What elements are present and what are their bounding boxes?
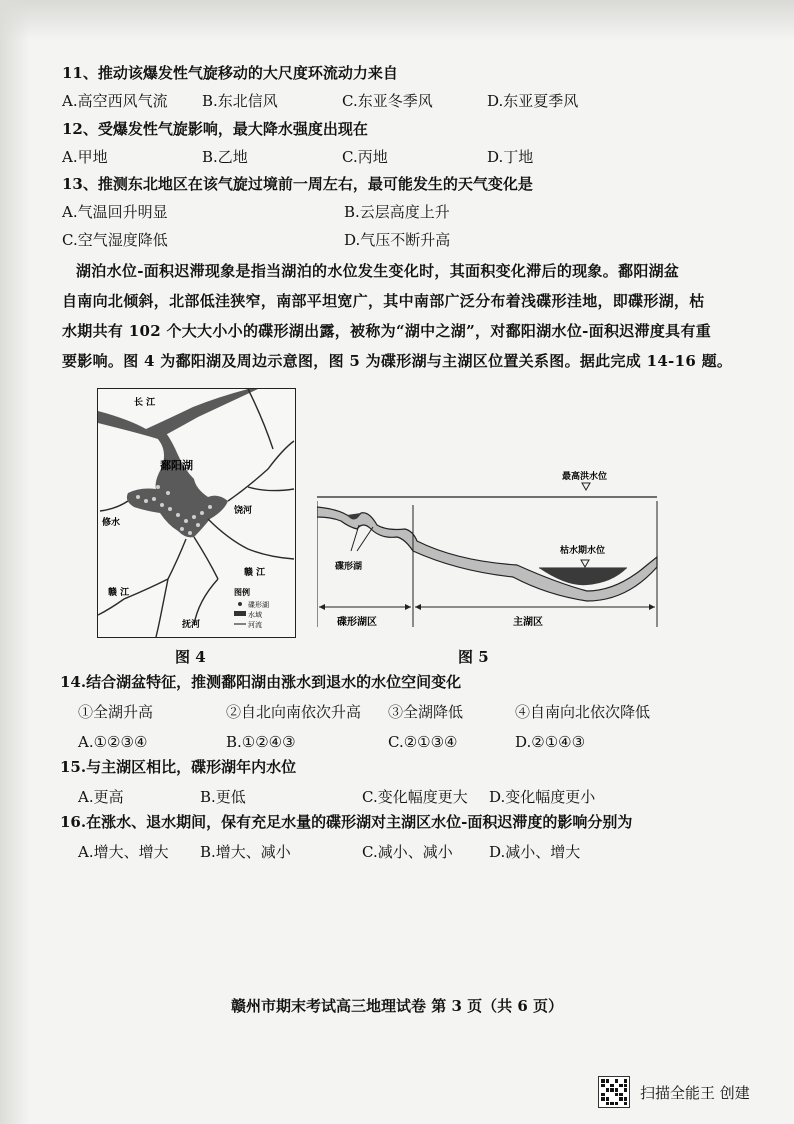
lake-bed-profile	[317, 507, 657, 601]
label-ganjiang-west: 赣 江	[108, 588, 130, 598]
option-d: D.减小、增大	[489, 843, 581, 861]
label-poyang: 鄱阳湖	[160, 459, 193, 472]
scan-shadow-left	[0, 0, 30, 1124]
page-footer: 赣州市期末考试高三地理试卷 第 3 页（共 6 页）	[231, 997, 563, 1015]
question-stem: 16.在涨水、退水期间，保有充足水量的碟形湖对主湖区水位-面积迟滞度的影响分别为	[60, 813, 633, 831]
label-dish-zone: 碟形湖区	[337, 617, 377, 628]
option-c: C.②①③④	[388, 733, 458, 751]
label-changjiang: 长 江	[134, 398, 156, 408]
figure-4-map	[97, 388, 296, 638]
question-13	[62, 173, 752, 251]
passage-line: 自南向北倾斜，北部低洼狭窄，南部平坦宽广，其中南部广泛分布着浅碟形洼地，即碟形湖，枯	[62, 292, 705, 310]
label-dry-level: 枯水期水位	[560, 546, 606, 556]
poyang-lake-water	[127, 433, 228, 537]
option-d: D.东亚夏季风	[487, 92, 579, 110]
label-ganjiang-east: 赣 江	[244, 568, 266, 578]
question-15	[60, 756, 750, 808]
label-raohe: 饶河	[234, 506, 253, 516]
option-a: A.更高	[78, 788, 124, 806]
svg-text:水域: 水域	[248, 611, 262, 619]
question-16	[60, 811, 750, 863]
question-11	[62, 62, 752, 112]
option-d: D.变化幅度更小	[489, 788, 596, 806]
option-a: A.①②③④	[78, 733, 148, 751]
legend	[234, 587, 269, 629]
statement-2: ②自北向南依次升高	[226, 703, 362, 721]
statement-1: ①全湖升高	[78, 703, 154, 721]
svg-text:碟形湖: 碟形湖	[248, 601, 269, 609]
label-flood-level: 最高洪水位	[562, 472, 608, 482]
passage-line: 水期共有 102 个大大小小的碟形湖出露，被称为“湖中之湖”，对鄱阳湖水位-面积迟滞度具有重	[62, 322, 712, 340]
yangtze-river	[98, 389, 258, 439]
qr-code-icon	[598, 1076, 630, 1108]
reading-passage	[62, 256, 740, 376]
label-fuhe: 抚河	[182, 620, 201, 630]
statement-3: ③全湖降低	[388, 703, 464, 721]
question-stem: 15.与主湖区相比，碟形湖年内水位	[60, 758, 297, 776]
passage-line: 湖泊水位-面积迟滞现象是指当湖泊的水位发生变化时，其面积变化滞后的现象。鄱阳湖盆	[76, 262, 680, 280]
question-12	[62, 118, 752, 168]
option-d: D.②①④③	[515, 733, 586, 751]
question-stem: 13、推测东北地区在该气旋过境前一周左右，最可能发生的天气变化是	[62, 175, 533, 193]
figure-5-caption: 图 5	[458, 648, 489, 666]
label-xiushui: 修水	[102, 518, 121, 528]
label-main-zone: 主湖区	[513, 617, 543, 628]
option-c: C.丙地	[342, 148, 388, 166]
option-a: A.高空西风气流	[62, 92, 168, 110]
option-a: A.气温回升明显	[62, 203, 168, 221]
label-dish-lake: 碟形湖	[335, 562, 363, 572]
option-b: B.①②④③	[226, 733, 296, 751]
option-c: C.东亚冬季风	[342, 92, 433, 110]
option-d: D.气压不断升高	[344, 231, 451, 249]
option-c: C.空气湿度降低	[62, 231, 168, 249]
option-c: C.减小、减小	[362, 843, 453, 861]
option-b: B.东北信风	[202, 92, 278, 110]
scanner-text: 扫描全能王 创建	[640, 1083, 750, 1102]
option-a: A.甲地	[62, 148, 108, 166]
option-b: B.乙地	[202, 148, 248, 166]
figure-5-diagram	[317, 465, 660, 635]
question-14	[60, 671, 750, 753]
option-b: B.云层高度上升	[344, 203, 450, 221]
figure-4-caption: 图 4	[175, 648, 206, 666]
option-b: B.更低	[200, 788, 246, 806]
option-b: B.增大、减小	[200, 843, 291, 861]
question-stem: 14.结合湖盆特征，推测鄱阳湖由涨水到退水的水位空间变化	[60, 673, 462, 691]
passage-line: 要影响。图 4 为鄱阳湖及周边示意图，图 5 为碟形湖与主湖区位置关系图。据此完成 14-16 题。	[62, 352, 733, 370]
question-stem: 12、受爆发性气旋影响，最大降水强度出现在	[62, 120, 368, 138]
scan-shadow-top	[0, 0, 794, 40]
statement-4: ④自南向北依次降低	[515, 703, 651, 721]
option-d: D.丁地	[487, 148, 534, 166]
option-a: A.增大、增大	[78, 843, 169, 861]
option-c: C.变化幅度更大	[362, 788, 468, 806]
dish-lake-profile-svg	[317, 465, 660, 635]
question-stem: 11、推动该爆发性气旋移动的大尺度环流动力来自	[62, 64, 398, 82]
svg-text:图例: 图例	[234, 587, 250, 597]
svg-text:河流: 河流	[248, 621, 262, 629]
scanner-watermark	[598, 1076, 750, 1108]
poyang-map-svg	[98, 389, 295, 637]
